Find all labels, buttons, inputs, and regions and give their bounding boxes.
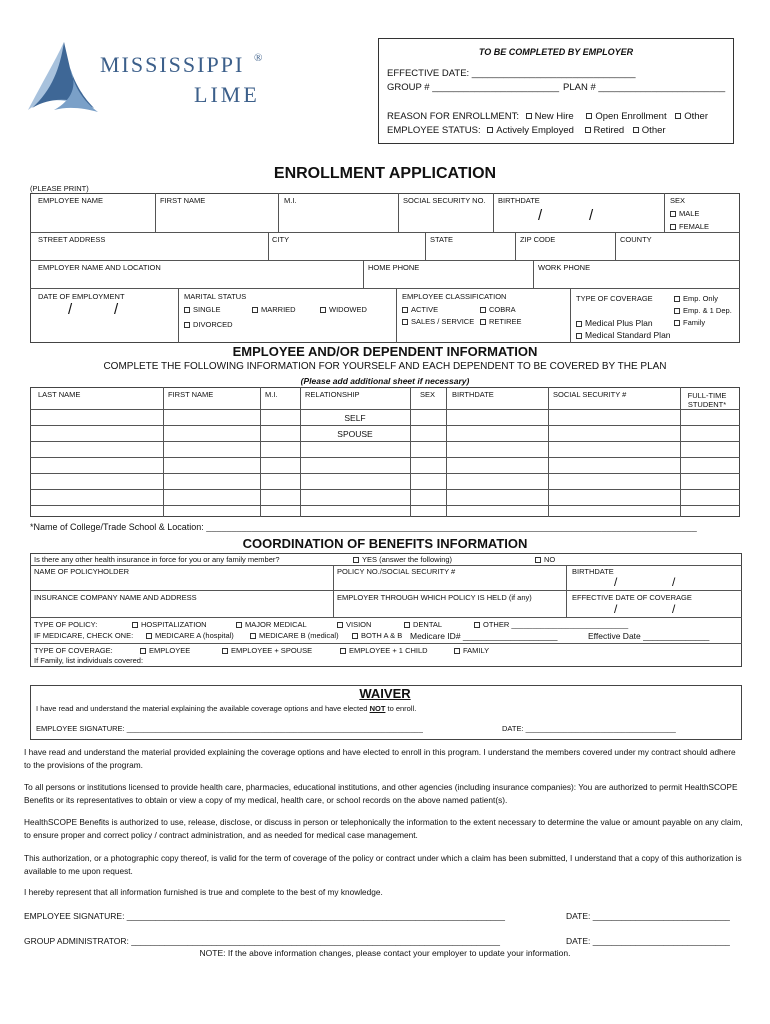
- please-print: (PLEASE PRINT): [30, 184, 89, 193]
- med-a-checkbox[interactable]: [146, 633, 152, 639]
- widowed-checkbox[interactable]: [320, 307, 326, 313]
- med-a-label: MEDICARE A (hospital): [155, 631, 234, 640]
- birthdate-label: BIRTHDATE: [498, 196, 540, 205]
- cob-ins-label: INSURANCE COMPANY NAME AND ADDRESS: [34, 593, 197, 602]
- status-active-label: Actively Employed: [496, 125, 574, 136]
- married-label: MARRIED: [261, 305, 296, 314]
- class-active: [402, 306, 438, 314]
- class-sales: [402, 318, 474, 326]
- cov-emp-child-label: EMPLOYEE + 1 CHILD: [349, 646, 428, 655]
- divorced-checkbox[interactable]: [184, 322, 190, 328]
- street-label: STREET ADDRESS: [38, 235, 106, 244]
- date-emp-slash-2: /: [114, 301, 119, 318]
- med-b: [250, 632, 339, 640]
- employee-name-label: EMPLOYEE NAME: [38, 196, 104, 205]
- status-other-label: Other: [641, 125, 666, 136]
- waiver-signature[interactable]: EMPLOYEE SIGNATURE: _______________________________________________________________________: [36, 724, 423, 733]
- dependent-row-line: [30, 441, 740, 442]
- birthdate-slash-1: /: [538, 207, 543, 224]
- both-label: BOTH A & B: [361, 631, 403, 640]
- page-title: ENROLLMENT APPLICATION: [273, 165, 497, 182]
- vision-checkbox[interactable]: [337, 622, 343, 628]
- cobra-label: COBRA: [489, 305, 516, 314]
- cob-employer-label: EMPLOYER THROUGH WHICH POLICY IS HELD (if any): [337, 593, 532, 602]
- cov-family-label: FAMILY: [463, 646, 490, 655]
- reason-row: [387, 112, 708, 122]
- dependent-row-line: [30, 489, 740, 490]
- sales-checkbox[interactable]: [402, 319, 408, 325]
- group-field[interactable]: GROUP # ________________________: [387, 82, 560, 93]
- col-ssn: SOCIAL SECURITY #: [553, 390, 627, 399]
- paragraph-represent: I hereby represent that all information furnished is true and complete to the best of my knowledge.: [24, 887, 383, 897]
- reason-open-label: Open Enrollment: [595, 111, 667, 122]
- cov-emp-spouse-checkbox[interactable]: [222, 648, 228, 654]
- ssn-label: SOCIAL SECURITY NO.: [403, 196, 486, 205]
- paragraph-authorize: To all persons or institutions licensed to provide health care, pharmacies, educational institutions, and other agencies (including insurance companies): You are authorized to permit HealthSCOPE Benefits or its representatives to obtain or view a copy of my medical, health care, or school records on the above named patient(s).: [24, 782, 738, 805]
- cov-employee: [140, 647, 190, 655]
- sex-label: SEX: [670, 196, 686, 205]
- footer-grp-admin[interactable]: GROUP ADMINISTRATOR: ______________________________________________________________________________: [24, 936, 500, 946]
- hosp-label: HOSPITALIZATION: [141, 620, 207, 629]
- dependent-sub: COMPLETE THE FOLLOWING INFORMATION FOR YOURSELF AND EACH DEPENDENT TO BE COVERED BY THE PLAN: [103, 361, 667, 372]
- employer-box-title: TO BE COMPLETED BY EMPLOYER: [478, 47, 634, 57]
- med-plus-label: Medical Plus Plan: [585, 318, 653, 328]
- effective-date-field[interactable]: EFFECTIVE DATE: _______________________________: [387, 68, 636, 79]
- status-other-checkbox[interactable]: [633, 127, 639, 133]
- footer-note: NOTE: If the above information changes, please contact your employer to update your information.: [199, 948, 571, 958]
- single-label: SINGLE: [193, 305, 221, 314]
- cov-employee-label: EMPLOYEE: [149, 646, 191, 655]
- class-cobra: [480, 306, 516, 314]
- cob-eff-slash-1: /: [614, 602, 618, 616]
- male-checkbox[interactable]: [670, 211, 676, 217]
- col-relationship: RELATIONSHIP: [305, 390, 360, 399]
- cob-no-label: NO: [544, 555, 556, 564]
- waiver-text-pre: I have read and understand the material explaining the available coverage options and have elected: [36, 704, 370, 713]
- dependent-row-line: [30, 409, 740, 410]
- city-label: CITY: [272, 235, 290, 244]
- cov-family: [674, 319, 705, 327]
- reason-new-label: New Hire: [534, 111, 574, 122]
- col-sex: SEX: [420, 390, 436, 399]
- cov-emp-only: [674, 295, 718, 303]
- marital-single: [184, 306, 221, 314]
- cob-policy-label: POLICY NO./SOCIAL SECURITY #: [337, 567, 456, 576]
- dependent-col-line: [680, 387, 681, 517]
- row-spouse: SPOUSE: [337, 429, 373, 439]
- cov-emp-spouse-label: EMPLOYEE + SPOUSE: [231, 646, 313, 655]
- cob-heading: COORDINATION OF BENEFITS INFORMATION: [242, 536, 528, 551]
- dependent-col-line: [548, 387, 549, 517]
- widowed-label: WIDOWED: [329, 305, 367, 314]
- other-label: OTHER ____________________________: [483, 620, 629, 629]
- medicare-eff-date[interactable]: Effective Date ______________: [588, 631, 710, 641]
- waiver-heading: WAIVER: [359, 686, 411, 701]
- marital-label: MARITAL STATUS: [184, 292, 247, 301]
- med-a: [146, 632, 234, 640]
- med-b-checkbox[interactable]: [250, 633, 256, 639]
- cov-family-cob: [454, 647, 489, 655]
- first-name-label: FIRST NAME: [160, 196, 206, 205]
- med-std-checkbox[interactable]: [576, 333, 582, 339]
- paragraph-enroll: I have read and understand the material provided explaining the coverage options and have elected to enroll in this program. I understand the members covered under my contract should adhere to the provisions of the program.: [24, 747, 736, 770]
- pol-other: [474, 621, 628, 629]
- dependent-col-line: [300, 387, 301, 517]
- date-emp-label: DATE OF EMPLOYMENT: [38, 292, 125, 301]
- both-checkbox[interactable]: [352, 633, 358, 639]
- marital-divorced: [184, 321, 233, 329]
- med-b-label: MEDICARE B (medical): [259, 631, 339, 640]
- status-retired-checkbox[interactable]: [585, 127, 591, 133]
- dependent-heading: EMPLOYEE AND/OR DEPENDENT INFORMATION: [232, 344, 538, 359]
- cob-effcov-label: EFFECTIVE DATE OF COVERAGE: [572, 593, 692, 602]
- dependent-col-line: [410, 387, 411, 517]
- birthdate-slash-2: /: [589, 207, 594, 224]
- emp-dep-label: Emp. & 1 Dep.: [683, 306, 732, 315]
- waiver-not: NOT: [369, 704, 386, 713]
- waiver-text-post: to enroll.: [385, 704, 417, 713]
- logo-line1: MISSISSIPPI: [100, 52, 245, 77]
- male-label: MALE: [679, 209, 700, 218]
- cov-med-plus: [576, 319, 653, 328]
- cob-no-checkbox[interactable]: [535, 557, 541, 563]
- pol-hosp: [132, 621, 207, 629]
- col-last-name: LAST NAME: [38, 390, 81, 399]
- paragraph-release: HealthSCOPE Benefits is authorized to use, release, disclose, or discuss in person or telephonically the information to the extent necessary to determine the value or amount payable on any claim, to ensure proper and correct policy / contract administration, and as needed for medical case management.: [24, 817, 743, 840]
- cov-emp-dep: [674, 307, 732, 315]
- status-label: EMPLOYEE STATUS:: [387, 125, 481, 136]
- if-family-label: If Family, list individuals covered:: [34, 656, 144, 665]
- cob-birthdate-label: BIRTHDATE: [572, 567, 614, 576]
- cov-med-std: [576, 331, 671, 340]
- vision-label: VISION: [346, 620, 372, 629]
- dependent-note: (Please add additional sheet if necessary): [300, 376, 470, 386]
- cob-eff-slash-2: /: [672, 602, 676, 616]
- dependent-row-line: [30, 457, 740, 458]
- reason-new-checkbox[interactable]: [526, 113, 532, 119]
- classification-label: EMPLOYEE CLASSIFICATION: [402, 292, 507, 301]
- cov-type-label: TYPE OF COVERAGE:: [34, 646, 113, 655]
- reason-open-checkbox[interactable]: [586, 113, 592, 119]
- single-checkbox[interactable]: [184, 307, 190, 313]
- female-label: FEMALE: [679, 222, 710, 231]
- footer-emp-signature[interactable]: EMPLOYEE SIGNATURE: ________________________________________________________________________________: [24, 911, 505, 921]
- col-first-name: FIRST NAME: [168, 390, 214, 399]
- county-label: COUNTY: [620, 235, 652, 244]
- type-cov-label: TYPE OF COVERAGE: [576, 294, 653, 303]
- cob-bd-slash-1: /: [614, 575, 618, 589]
- status-active-checkbox[interactable]: [487, 127, 493, 133]
- pol-major: [236, 621, 307, 629]
- waiver-text: [36, 705, 416, 713]
- cob-no: [535, 556, 555, 564]
- sex-male: [670, 210, 699, 218]
- footer-emp-date[interactable]: DATE: _____________________________: [566, 911, 730, 921]
- emp-only-checkbox[interactable]: [674, 296, 680, 302]
- family-checkbox[interactable]: [674, 320, 680, 326]
- mi-label: M.I.: [284, 196, 297, 205]
- cob-yes-label: YES (answer the following): [362, 555, 453, 564]
- active-label: ACTIVE: [411, 305, 439, 314]
- dependent-table: [30, 387, 740, 517]
- home-phone-label: HOME PHONE: [368, 263, 420, 272]
- logo-reg: ®: [254, 52, 263, 64]
- pol-vision: [337, 621, 371, 629]
- cov-emp-spouse: [222, 647, 312, 655]
- sales-label: SALES / SERVICE: [411, 317, 475, 326]
- cov-employee-checkbox[interactable]: [140, 648, 146, 654]
- dental-checkbox[interactable]: [404, 622, 410, 628]
- other-checkbox[interactable]: [474, 622, 480, 628]
- college-line[interactable]: *Name of College/Trade School & Location: __________________________________________________________________________________________________: [30, 523, 697, 532]
- marital-widowed: [320, 306, 367, 314]
- major-label: MAJOR MEDICAL: [245, 620, 307, 629]
- class-retiree: [480, 318, 522, 326]
- med-both: [352, 632, 402, 640]
- status-retired-label: Retired: [593, 125, 625, 136]
- reason-label: REASON FOR ENROLLMENT:: [387, 111, 519, 122]
- cob-yes: [353, 556, 452, 564]
- col-mi: M.I.: [265, 390, 278, 399]
- footer-grp-date[interactable]: DATE: _____________________________: [566, 936, 730, 946]
- employer-loc-label: EMPLOYER NAME AND LOCATION: [38, 263, 161, 272]
- reason-other-label: Other: [684, 111, 709, 122]
- marital-married: [252, 306, 296, 314]
- state-label: STATE: [430, 235, 454, 244]
- row-self: SELF: [344, 413, 366, 423]
- cob-holder-label: NAME OF POLICYHOLDER: [34, 567, 130, 576]
- emp-only-label: Emp. Only: [683, 294, 719, 303]
- cob-question: Is there any other health insurance in force for you or any family member?: [34, 555, 280, 564]
- hosp-checkbox[interactable]: [132, 622, 138, 628]
- cov-family-checkbox[interactable]: [454, 648, 460, 654]
- emp-dep-checkbox[interactable]: [674, 308, 680, 314]
- logo-mark-icon: [24, 38, 104, 116]
- waiver-date[interactable]: DATE: ____________________________________: [502, 724, 676, 733]
- medicare-label: IF MEDICARE, CHECK ONE:: [34, 631, 134, 640]
- female-checkbox[interactable]: [670, 224, 676, 230]
- employer-box: [378, 38, 734, 144]
- status-row: [387, 126, 666, 136]
- dependent-row-line: [30, 505, 740, 506]
- dependent-col-line: [446, 387, 447, 517]
- family-label: Family: [683, 318, 706, 327]
- company-logo: [24, 38, 274, 118]
- reason-other-checkbox[interactable]: [675, 113, 681, 119]
- sex-female: [670, 223, 709, 231]
- dependent-row-line: [30, 473, 740, 474]
- dependent-col-line: [163, 387, 164, 517]
- work-phone-label: WORK PHONE: [538, 263, 591, 272]
- date-emp-slash-1: /: [68, 301, 73, 318]
- dependent-row-line: [30, 425, 740, 426]
- cov-emp-child: [340, 647, 428, 655]
- policy-type-label: TYPE OF POLICY:: [34, 620, 98, 629]
- med-plus-checkbox[interactable]: [576, 321, 582, 327]
- dental-label: DENTAL: [413, 620, 443, 629]
- plan-field[interactable]: PLAN # ________________________: [563, 82, 726, 93]
- active-checkbox[interactable]: [402, 307, 408, 313]
- pol-dental: [404, 621, 442, 629]
- med-std-label: Medical Standard Plan: [585, 330, 671, 340]
- retiree-label: RETIREE: [489, 317, 522, 326]
- retiree-checkbox[interactable]: [480, 319, 486, 325]
- cobra-checkbox[interactable]: [480, 307, 486, 313]
- paragraph-validity: This authorization, or a photographic copy thereof, is valid for the term of coverage of the policy or contract under which a claim has been submitted, I understand that a copy of this authorization is available to me upon request.: [24, 853, 742, 876]
- married-checkbox[interactable]: [252, 307, 258, 313]
- zip-label: ZIP CODE: [520, 235, 556, 244]
- col-birthdate: BIRTHDATE: [452, 390, 494, 399]
- cob-yes-checkbox[interactable]: [353, 557, 359, 563]
- cob-bd-slash-2: /: [672, 575, 676, 589]
- major-checkbox[interactable]: [236, 622, 242, 628]
- cov-emp-child-checkbox[interactable]: [340, 648, 346, 654]
- col-student: FULL-TIME STUDENT*: [687, 391, 727, 409]
- divorced-label: DIVORCED: [193, 320, 233, 329]
- logo-line2: LIME: [194, 82, 260, 107]
- medicare-id[interactable]: Medicare ID# ____________________: [410, 631, 558, 641]
- dependent-col-line: [260, 387, 261, 517]
